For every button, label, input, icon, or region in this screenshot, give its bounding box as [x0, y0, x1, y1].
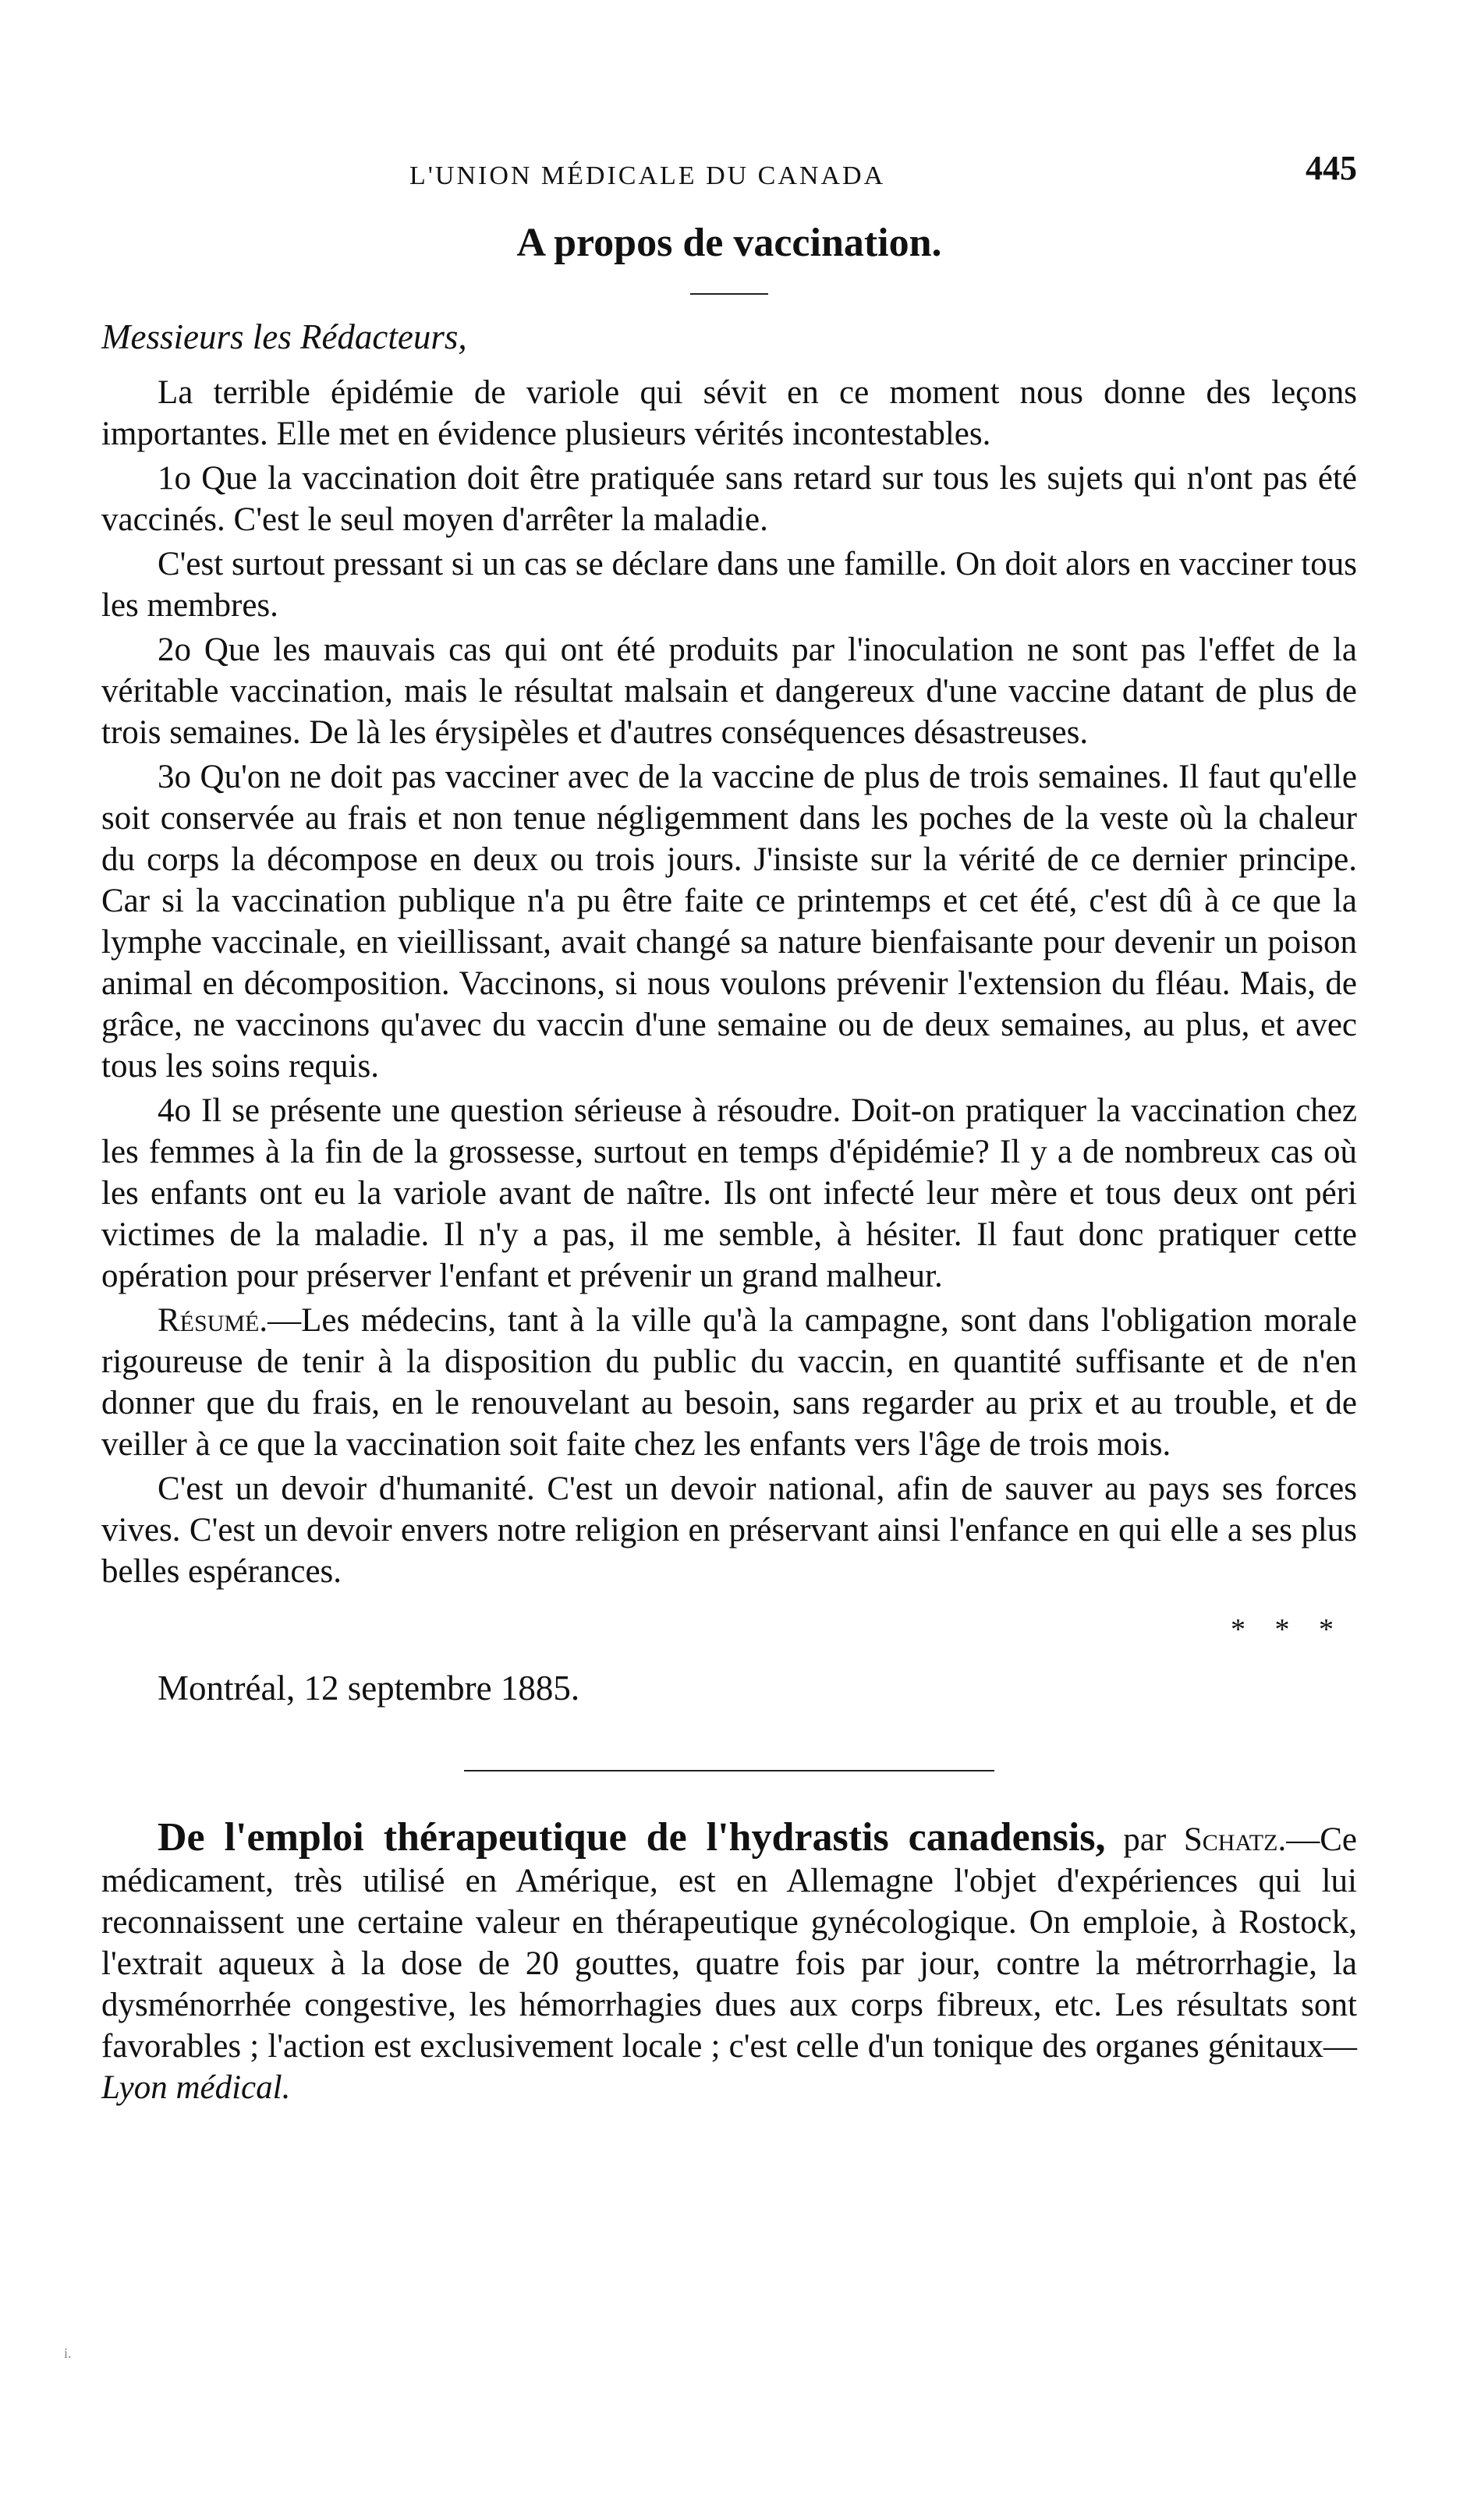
paragraph-point-1-cont: C'est surtout pressant si un cas se déclare dans une famille. On doit alors en vacciner tous les membres.	[101, 546, 1357, 624]
article2-source: Lyon médical.	[101, 2069, 291, 2106]
article2-body: .—Ce médicament, très utilisé en Amérique, est en Allemagne l'objet d'expériences qui lui reconnaissent une certaine valeur en thérapeutique gynécologique. On emploie, à Rostock, l'extrait aqueux à la dose de 20 gouttes, quatre fois par jour, contre la métrorrhagie, la dysménorrhée congestive, les hémorrhagies dues aux corps fibreux, etc. Les résultats sont favorables ; l'action est exclusivement locale ; c'est celle d'un tonique des organes génitaux—	[101, 1821, 1357, 2065]
article2-title: De l'emploi thérapeutique de l'hydrastis canadensis,	[158, 1815, 1106, 1860]
paragraph-closing: C'est un devoir d'humanité. C'est un devoir national, afin de sauver au pays ses forces vives. C'est un devoir envers notre religion en préservant ainsi l'enfance en qui elle a ses plus belles espérances.	[101, 1471, 1357, 1590]
salutation: Messieurs les Rédacteurs,	[101, 317, 467, 356]
journal-title: L'UNION MÉDICALE DU CANADA	[409, 161, 886, 190]
paragraph-resume	[101, 1300, 1357, 1465]
article2-by: par	[1105, 1821, 1184, 1858]
article2-author: Schatz	[1183, 1821, 1278, 1858]
paragraph-point-1: 1o Que la vaccination doit être pratiquée sans retard sur tous les sujets qui n'ont pas été vaccinés. C'est le seul moyen d'arrêter la maladie.	[101, 460, 1357, 538]
resume-text: .—Les médecins, tant à la ville qu'à la campagne, sont dans l'obligation morale rigoureuse de tenir à la disposition du public du vaccin, en quantité suffisante et de n'en donner que du frais, en le renouvelant au besoin, sans regarder au prix et au trouble, et de veiller à ce que la vaccination soit faite chez les enfants vers l'âge de trois mois.	[101, 1302, 1357, 1463]
stray-mark: i.	[64, 2345, 72, 2361]
place-date: Montréal, 12 septembre 1885.	[158, 1669, 580, 1708]
paragraph-point-3: 3o Qu'on ne doit pas vacciner avec de la vaccine de plus de trois semaines. Il faut qu'elle soit conservée au frais et non tenue négligemment dans les poches de la veste où la chaleur du corps la décompose en deux ou trois jours. J'insiste sur la vérité de ce dernier principe. Car si la vaccination publique n'a pu être faite ce printemps et cet été, c'est dû à ce que la lymphe vaccinale, en vieillissant, avait changé sa nature bienfaisante pour devenir un poison animal en décomposition. Vaccinons, si nous voulons prévenir l'extension du fléau. Mais, de grâce, ne vaccinons qu'avec du vaccin d'une semaine ou de deux semaines, au plus, et avec tous les soins requis.	[101, 759, 1357, 1085]
running-head	[101, 144, 1357, 191]
paragraph-point-4: 4o Il se présente une question sérieuse à résoudre. Doit-on pratiquer la vaccination chez les femmes à la fin de la grossesse, surtout en temps d'épidémie? Il y a de nombreux cas où les enfants ont eu la variole avant de naître. Ils ont infecté leur mère et tous deux ont péri victimes de la maladie. Il n'y a pas, il me semble, à hésiter. Il faut donc pratiquer cette opération pour préserver l'enfant et prévenir un grand malheur.	[101, 1092, 1357, 1294]
page-number: 445	[1306, 149, 1357, 187]
paragraph-point-2: 2o Que les mauvais cas qui ont été produits par l'inoculation ne sont pas l'effet de la véritable vaccination, mais le résultat malsain et dangereux d'une vaccine datant de plus de trois semaines. De là les érysipèles et d'autres conséquences désastreuses.	[101, 632, 1357, 751]
section-divider	[690, 293, 768, 295]
article-divider	[464, 1770, 994, 1771]
signature-asterisks: * * *	[1231, 1613, 1345, 1646]
article-title: A propos de vaccination.	[516, 221, 942, 265]
article2-paragraph	[101, 1817, 1357, 2108]
journal-page	[101, 144, 1357, 2111]
paragraph-intro: La terrible épidémie de variole qui sévit en ce moment nous donne des leçons importantes. Elle met en évidence plusieurs vérités incontestables.	[101, 374, 1357, 452]
resume-label: Résumé	[158, 1302, 260, 1339]
